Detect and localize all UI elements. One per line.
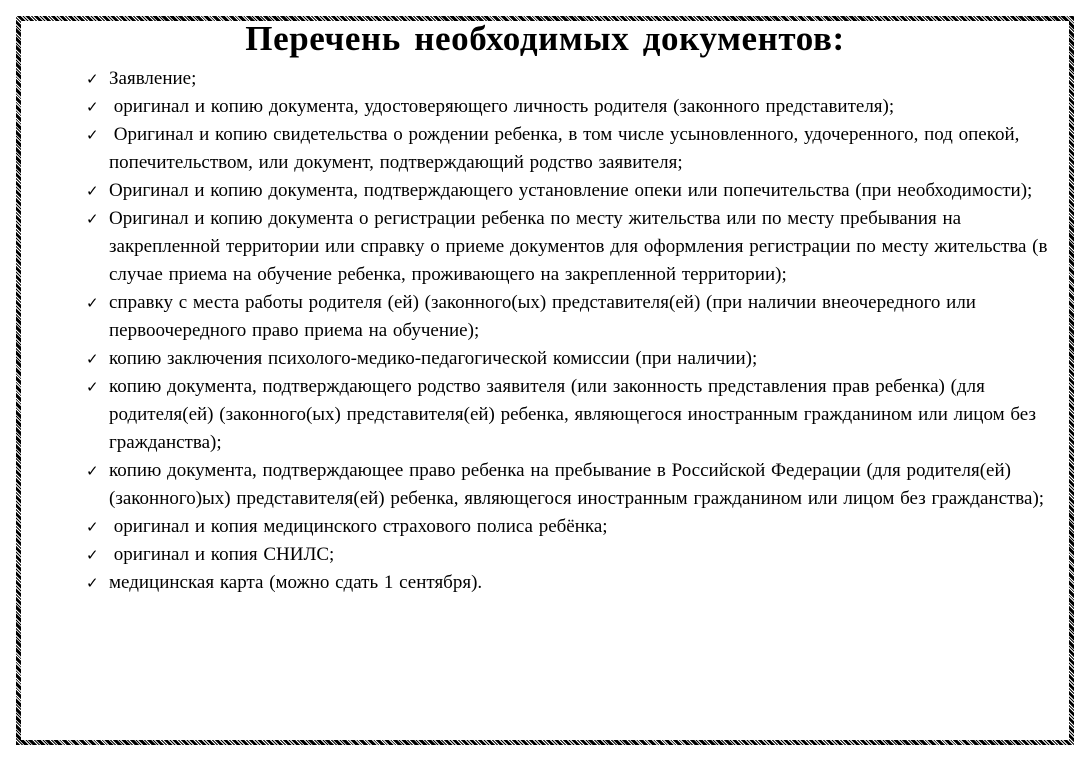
list-item [84,513,1059,541]
list-item [84,93,1059,121]
list-item-text: оригинал и копия медицинского страхового полиса ребёнка; [113,516,608,537]
checkmark-icon: ✓ [86,182,99,200]
list-item-text: медицинская карта (можно сдать 1 сентября). [109,572,483,593]
document-page [21,21,1069,740]
checkmark-icon: ✓ [86,126,99,144]
list-item-text: копию документа, подтверждающего родство заявителя (или законность представления прав ребенка) (для родителя(ей) (законного(ых) представителя(ей) ребенка, являющегося иностранным гражданином или лицом без гражданства); [109,376,1036,453]
checkmark-icon: ✓ [86,350,99,368]
list-item-text: оригинал и копия СНИЛС; [113,544,335,565]
list-item-text: Оригинал и копию документа о регистрации ребенка по месту жительства или по месту пребывания на закрепленной территории или справку о приеме документов для оформления регистрации по месту жительства (в случае приема на обучение ребенка, проживающего на закрепленной территории); [109,208,1048,285]
list-item [84,205,1059,289]
checkmark-icon: ✓ [86,546,99,564]
checkmark-icon: ✓ [86,518,99,536]
hatched-page-border [16,16,1074,745]
checkmark-icon: ✓ [86,462,99,480]
checkmark-icon: ✓ [86,98,99,116]
list-item [84,121,1059,177]
list-item-text: Оригинал и копию документа, подтверждающего установление опеки или попечительства (при необходимости); [109,180,1033,201]
list-item [84,457,1059,513]
list-item [84,289,1059,345]
checkmark-icon: ✓ [86,574,99,592]
checkmark-icon: ✓ [86,210,99,228]
list-item-text: справку с места работы родителя (ей) (законного(ых) представителя(ей) (при наличии внеочередного или первоочередного право приема на обучение); [109,292,976,341]
checkmark-icon: ✓ [86,70,99,88]
list-item [84,373,1059,457]
list-item-text: оригинал и копию документа, удостоверяющего личность родителя (законного представителя); [113,96,895,117]
list-item [84,541,1059,569]
list-item-text: Заявление; [109,68,197,89]
required-documents-list [84,65,1059,597]
checkmark-icon: ✓ [86,378,99,396]
list-item [84,65,1059,93]
checkmark-icon: ✓ [86,294,99,312]
list-item [84,345,1059,373]
list-item [84,177,1059,205]
list-item-text: копию заключения психолого-медико-педагогической комиссии (при наличии); [109,348,758,369]
list-item [84,569,1059,597]
list-item-text: Оригинал и копию свидетельства о рождении ребенка, в том числе усыновленного, удочеренного, под опекой, попечительством, или документ, подтверждающий родство заявителя; [109,124,1020,173]
list-item-text: копию документа, подтверждающее право ребенка на пребывание в Российской Федерации (для родителя(ей) (законного)ых) представителя(ей) ребенка, являющегося иностранным гражданином или лицом без гражданства); [109,460,1045,509]
document-title: Перечень необходимых документов: [245,19,845,58]
